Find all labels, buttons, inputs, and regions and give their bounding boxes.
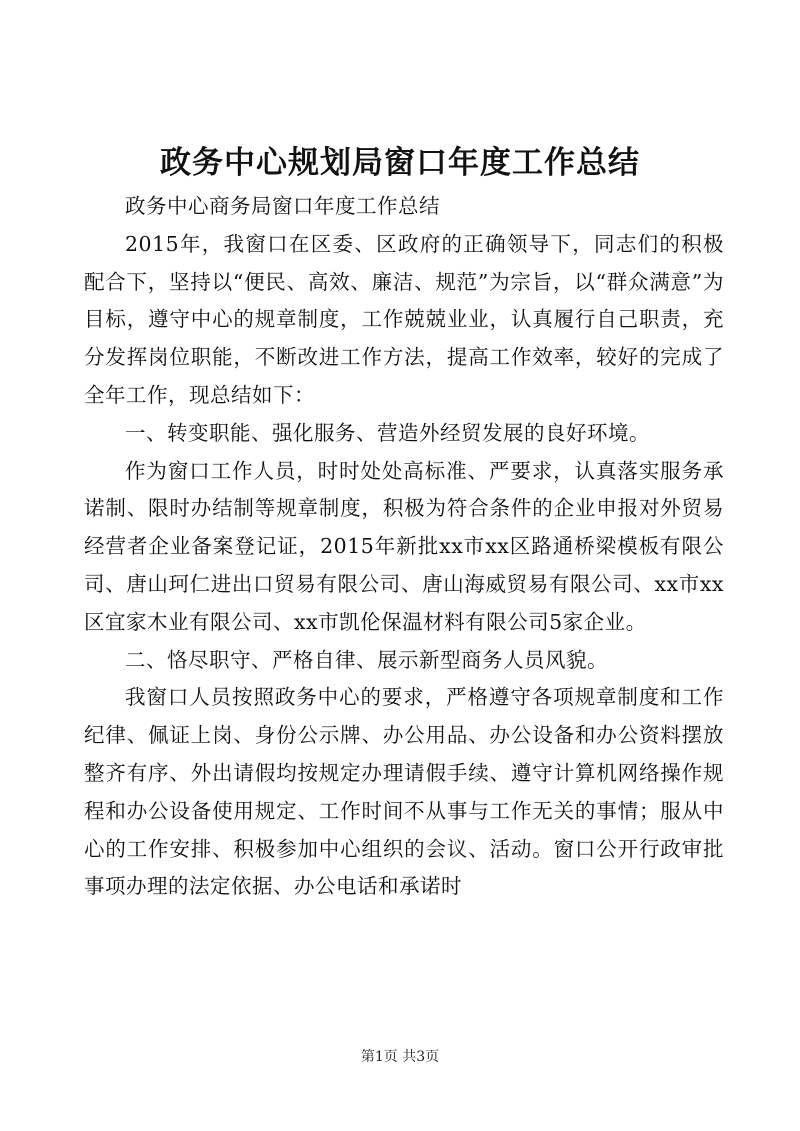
document-body	[84, 188, 724, 906]
section-heading-1: 一、转变职能、强化服务、营造外经贸发展的良好环境。	[125, 420, 650, 445]
paragraph-intro: 2015年，我窗口在区委、区政府的正确领导下，同志们的积极配合下，坚持以“便民、高效、廉洁、规范”为宗旨，以“群众满意”为目标，遵守中心的规章制度，工作兢兢业业，认真履行自己职责，充分发挥岗位职能，不断改进工作方法，提高工作效率，较好的完成了全年工作，现总结如下：	[84, 231, 724, 407]
paragraph-section-2: 我窗口人员按照政务中心的要求，严格遵守各项规章制度和工作纪律、佩证上岗、身份公示牌、办公用品、办公设备和办公资料摆放整齐有序、外出请假均按规定办理请假手续、遵守计算机网络操作规程和办公设备使用规定、工作时间不从事与工作无关的事情；服从中心的工作安排、积极参加中心组织的会议、活动。窗口公开行政审批事项办理的法定依据、办公电话和承诺时	[84, 685, 724, 899]
document-title: 政务中心规划局窗口年度工作总结	[160, 145, 640, 181]
paragraph-subtitle: 政务中心商务局窗口年度工作总结	[125, 194, 440, 218]
paragraph-section-1: 作为窗口工作人员，时时处处高标准、严要求，认真落实服务承诺制、限时办结制等规章制度，积极为符合条件的企业申报对外贸易经营者企业备案登记证，2015年新批xx市xx区路通桥梁模板有限公司、唐山珂仁进出口贸易有限公司、唐山海威贸易有限公司、xx市xx区宜家木业有限公司、xx市凯伦保温材料有限公司5家企业。	[84, 458, 724, 634]
section-heading-2: 二、恪尽职守、严格自律、展示新型商务人员风貌。	[125, 647, 608, 672]
page-number-footer: 第1页 共3页	[360, 1049, 440, 1065]
